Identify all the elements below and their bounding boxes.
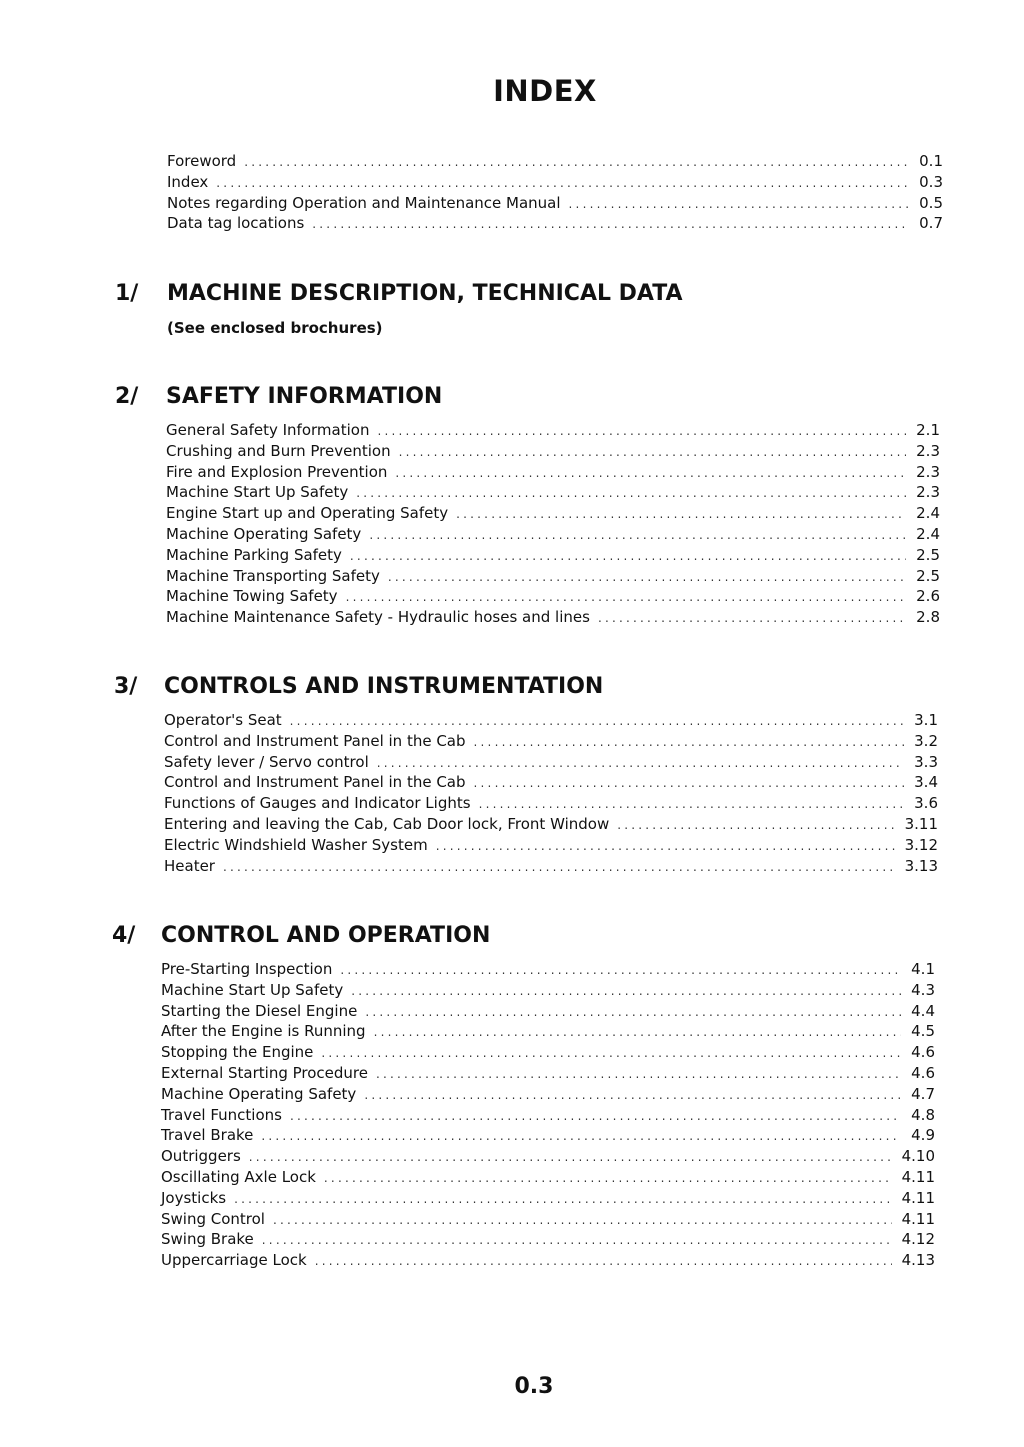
toc-entry [161, 1167, 935, 1188]
toc-entry-label: Machine Transporting Safety [166, 566, 380, 585]
toc-entry [166, 607, 940, 628]
toc-entry-label: Entering and leaving the Cab, Cab Door lock, Front Window [164, 814, 610, 833]
section-title: CONTROLS AND INSTRUMENTATION [164, 674, 604, 699]
toc-entry [161, 1229, 935, 1250]
toc-entry [161, 1146, 935, 1167]
toc-entry-page: 0.5 [919, 193, 943, 212]
toc-entry-label: Crushing and Burn Prevention [166, 441, 391, 460]
toc-entry [164, 752, 938, 773]
toc-entry-page: 3.1 [914, 711, 938, 729]
section-number: 4/ [112, 923, 136, 948]
toc-entry-label: Joysticks [161, 1188, 227, 1207]
toc-entry [164, 856, 938, 877]
toc-entry-page: 2.5 [916, 566, 940, 585]
toc-entry-page: 0.7 [919, 214, 943, 233]
page-number: 0.3 [514, 1374, 554, 1399]
toc-entry [164, 772, 938, 793]
toc-entry-page: 4.11 [901, 1188, 935, 1207]
toc-entry-page: 4.8 [911, 1105, 935, 1124]
toc-entry [161, 1209, 935, 1230]
toc-entry-label: Travel Brake [161, 1126, 254, 1145]
section-number: 3/ [114, 674, 138, 699]
toc-entry-page: 4.10 [901, 1147, 935, 1166]
toc-entry-page: 4.4 [911, 1001, 935, 1020]
toc-entry [164, 814, 938, 835]
toc-entry [161, 1084, 935, 1105]
section-title: SAFETY INFORMATION [166, 384, 443, 409]
toc-entry-page: 4.13 [901, 1251, 935, 1270]
dot-leader [346, 587, 906, 608]
dot-leader [351, 981, 901, 1002]
toc-entry [161, 1063, 935, 1084]
toc-entry-page: 2.3 [916, 462, 940, 481]
section-number: 1/ [115, 281, 139, 306]
toc-entry [161, 980, 935, 1001]
dot-leader [356, 483, 906, 504]
toc-entry-label: Machine Start Up Safety [161, 980, 344, 999]
dot-leader [479, 794, 904, 815]
toc-entry-label: Control and Instrument Panel in the Cab [164, 773, 466, 792]
toc-entry-page: 3.12 [904, 835, 938, 854]
toc-entry-label: Starting the Diesel Engine [161, 1001, 358, 1020]
toc-entry-page: 4.11 [901, 1167, 935, 1186]
dot-leader [273, 1210, 892, 1231]
toc-entry-page: 4.1 [911, 960, 935, 978]
dot-leader [569, 194, 909, 215]
toc-entry-page: 4.7 [911, 1084, 935, 1103]
toc-entry-page: 4.5 [911, 1022, 935, 1041]
section-heading [114, 674, 938, 704]
toc-entry-label: Swing Control [161, 1209, 265, 1228]
toc-entry-label: Uppercarriage Lock [161, 1251, 307, 1270]
toc-entry-page: 3.13 [904, 856, 938, 875]
toc-list [167, 151, 943, 234]
toc-entry [166, 503, 940, 524]
toc-entry-label: Oscillating Axle Lock [161, 1167, 316, 1186]
toc-entry-page: 2.5 [916, 545, 940, 564]
toc-entry-page: 4.6 [911, 1063, 935, 1082]
dot-leader [290, 1106, 901, 1127]
section-note: (See enclosed brochures) [167, 319, 383, 337]
toc-entry [166, 566, 940, 587]
toc-entry-label: Machine Operating Safety [166, 524, 362, 543]
toc-entry-page: 3.6 [914, 794, 938, 813]
dot-leader [365, 1002, 901, 1023]
dot-leader [244, 152, 909, 173]
toc-entry-page: 4.12 [901, 1230, 935, 1249]
dot-leader [234, 1189, 892, 1210]
toc-entry-page: 4.9 [911, 1126, 935, 1145]
toc-entry-label: Outriggers [161, 1147, 241, 1166]
page-title: INDEX [493, 74, 597, 108]
toc-entry-page: 3.4 [914, 773, 938, 792]
toc-entry-label: Notes regarding Operation and Maintenance Manual [167, 193, 561, 212]
section-3 [114, 674, 938, 876]
toc-entry-label: Control and Instrument Panel in the Cab [164, 731, 466, 750]
section-2 [115, 384, 940, 628]
toc-entry-label: Machine Operating Safety [161, 1084, 357, 1103]
toc-list [161, 959, 935, 1271]
toc-entry-label: Machine Parking Safety [166, 545, 342, 564]
toc-entry-label: External Starting Procedure [161, 1063, 368, 1082]
toc-entry-label: Operator's Seat [164, 711, 282, 729]
toc-entry-label: Data tag locations [167, 214, 305, 233]
toc-entry-label: Fire and Explosion Prevention [166, 462, 388, 481]
dot-leader [262, 1230, 892, 1251]
dot-leader [598, 608, 906, 629]
dot-leader [223, 857, 895, 878]
toc-entry-page: 3.11 [904, 814, 938, 833]
toc-entry-page: 4.11 [901, 1209, 935, 1228]
toc-entry-page: 2.3 [916, 441, 940, 460]
toc-entry-label: After the Engine is Running [161, 1022, 366, 1041]
dot-leader [369, 525, 906, 546]
dot-leader [312, 214, 909, 235]
toc-list [164, 710, 938, 876]
toc-entry [161, 1001, 935, 1022]
dot-leader [474, 732, 904, 753]
toc-entry-page: 2.4 [916, 524, 940, 543]
toc-entry-label: Pre-Starting Inspection [161, 960, 333, 978]
toc-entry-label: Machine Start Up Safety [166, 483, 349, 502]
toc-entry [166, 441, 940, 462]
toc-entry-page: 4.3 [911, 980, 935, 999]
toc-entry [166, 482, 940, 503]
section-heading [115, 384, 940, 414]
toc-entry-label: Foreword [167, 152, 237, 170]
dot-leader [456, 504, 906, 525]
section-number: 2/ [115, 384, 139, 409]
toc-entry-label: Stopping the Engine [161, 1043, 314, 1062]
section-title: MACHINE DESCRIPTION, TECHNICAL DATA [167, 281, 683, 306]
toc-entry [161, 1021, 935, 1042]
dot-leader [249, 1147, 892, 1168]
section-4 [112, 923, 935, 1271]
dot-leader [324, 1168, 892, 1189]
toc-entry-page: 0.3 [919, 172, 943, 191]
dot-leader [377, 421, 906, 442]
dot-leader [399, 442, 906, 463]
toc-entry-page: 2.3 [916, 483, 940, 502]
dot-leader [374, 1022, 901, 1043]
dot-leader [315, 1251, 892, 1272]
dot-leader [388, 567, 906, 588]
toc-entry [161, 1188, 935, 1209]
dot-leader [376, 1064, 901, 1085]
toc-entry-page: 3.3 [914, 752, 938, 771]
toc-entry [166, 586, 940, 607]
toc-entry-label: Machine Maintenance Safety - Hydraulic hoses and lines [166, 608, 590, 627]
dot-leader [261, 1126, 901, 1147]
section-heading [112, 923, 935, 953]
dot-leader [617, 815, 894, 836]
toc-entry-label: General Safety Information [166, 421, 370, 439]
toc-entry-label: Swing Brake [161, 1230, 254, 1249]
dot-leader [377, 753, 904, 774]
toc-entry-label: Index [167, 172, 209, 191]
section-heading [115, 281, 943, 311]
toc-entry-label: Electric Windshield Washer System [164, 835, 428, 854]
toc-entry [167, 213, 943, 234]
toc-entry-label: Machine Towing Safety [166, 587, 338, 606]
toc-list [166, 420, 940, 628]
toc-entry [164, 710, 938, 731]
toc-entry [161, 1105, 935, 1126]
dot-leader [364, 1085, 901, 1106]
toc-entry-label: Heater [164, 856, 215, 875]
toc-entry [161, 1250, 935, 1271]
toc-entry [166, 545, 940, 566]
toc-entry [167, 193, 943, 214]
section-1 [115, 281, 943, 337]
toc-entry [167, 151, 943, 172]
toc-entry-page: 2.8 [916, 608, 940, 627]
toc-entry [164, 835, 938, 856]
toc-entry-page: 3.2 [914, 731, 938, 750]
dot-leader [474, 773, 904, 794]
toc-entry-page: 2.1 [916, 421, 940, 439]
toc-entry [167, 172, 943, 193]
toc-entry [161, 959, 935, 980]
dot-leader [350, 546, 906, 567]
dot-leader [216, 173, 909, 194]
toc-entry-label: Engine Start up and Operating Safety [166, 504, 449, 523]
toc-entry-label: Travel Functions [161, 1105, 282, 1124]
dot-leader [395, 463, 906, 484]
dot-leader [321, 1043, 901, 1064]
toc-entry-page: 2.6 [916, 587, 940, 606]
toc-entry [166, 420, 940, 441]
toc-entry [164, 793, 938, 814]
toc-entry [161, 1125, 935, 1146]
toc-entry-page: 0.1 [919, 152, 943, 170]
toc-entry-label: Safety lever / Servo control [164, 752, 369, 771]
toc-entry [161, 1042, 935, 1063]
toc-entry-label: Functions of Gauges and Indicator Lights [164, 794, 471, 813]
toc-entry [166, 462, 940, 483]
intro-toc [167, 151, 943, 234]
toc-entry-page: 4.6 [911, 1043, 935, 1062]
toc-entry [166, 524, 940, 545]
dot-leader [340, 960, 901, 981]
section-title: CONTROL AND OPERATION [161, 923, 491, 948]
toc-entry [164, 731, 938, 752]
toc-entry-page: 2.4 [916, 504, 940, 523]
dot-leader [436, 836, 895, 857]
dot-leader [290, 711, 904, 732]
